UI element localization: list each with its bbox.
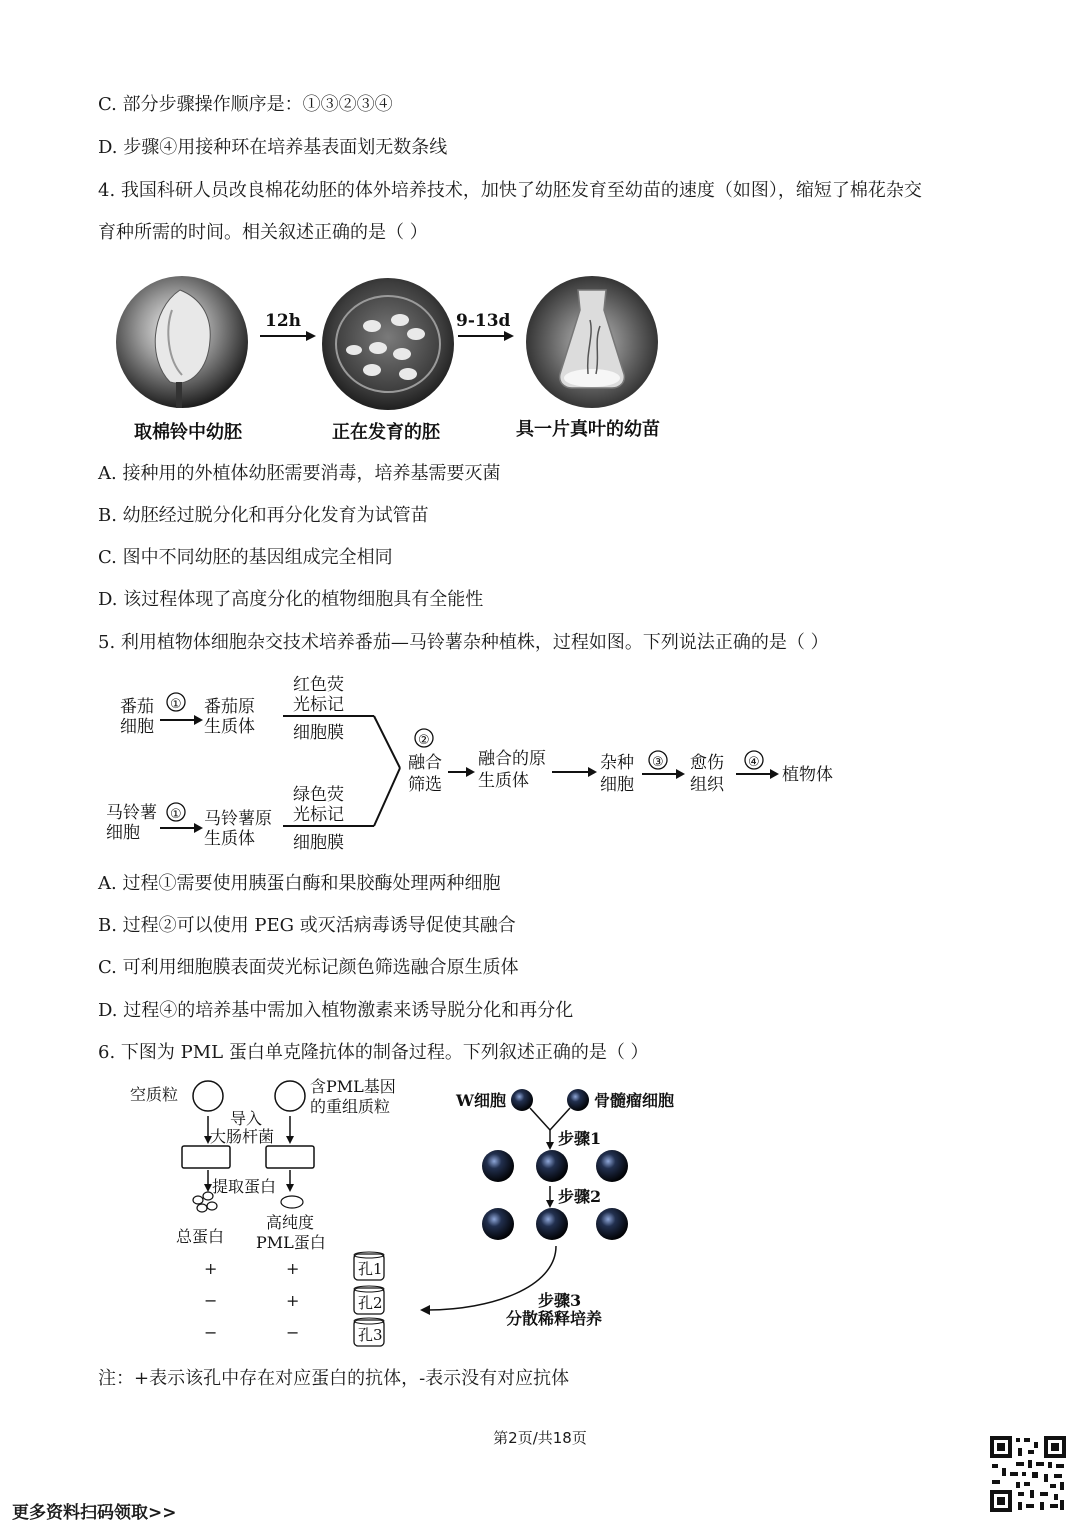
q6-note: 注：+表示该孔中存在对应蛋白的抗体，-表示没有对应抗体	[98, 1368, 570, 1389]
empty-plasmid-label: 空质粒	[130, 1085, 179, 1104]
q4-option-d: D. 该过程体现了高度分化的植物细胞具有全能性	[98, 589, 484, 610]
total-protein-blobs	[193, 1192, 217, 1212]
q3-option-d: D. 步骤④用接种环在培养基表面划无数条线	[98, 137, 448, 158]
q4-figure-embryo-culture	[110, 270, 680, 450]
potato-cell-label: 马铃薯	[106, 803, 157, 823]
tomato-protoplast-label-2: 生质体	[204, 717, 255, 737]
hybrid-cell-label-2: 细胞	[600, 775, 634, 795]
fused-protoplast-label-2: 生质体	[478, 771, 529, 791]
well-2	[354, 1286, 384, 1314]
fused-cell-3	[596, 1150, 628, 1182]
myeloma-cell	[567, 1089, 589, 1111]
step1-label: 步骤1	[558, 1129, 602, 1148]
qr-code-icon[interactable]	[988, 1434, 1068, 1514]
step2-label: 步骤2	[558, 1187, 602, 1206]
well-1	[354, 1252, 384, 1280]
well-2-label: 孔2	[358, 1294, 383, 1312]
potato-cell-label-2: 细胞	[106, 823, 140, 843]
step4-marker: ④	[748, 755, 760, 770]
tube-left	[182, 1146, 230, 1168]
empty-plasmid	[193, 1081, 223, 1111]
e-coli-label: 大肠杆菌	[210, 1127, 275, 1146]
sign-well2-pml: +	[286, 1291, 300, 1310]
sign-well3-total: −	[204, 1323, 218, 1342]
flask-photo	[526, 276, 658, 408]
sign-well1-pml: +	[286, 1259, 300, 1278]
potato-protoplast-label-2: 生质体	[204, 829, 255, 849]
step2-marker: ②	[418, 733, 430, 748]
step3-label: 步骤3	[538, 1291, 582, 1310]
caption-embryo: 正在发育的胚	[332, 422, 440, 443]
green-fluorescent-label-2: 光标记	[293, 805, 344, 825]
hybridoma-2	[536, 1208, 568, 1240]
q5-stem: 5. 利用植物体细胞杂交技术培养番茄—马铃薯杂种植株，过程如图。下列说法正确的是（ ）	[98, 632, 829, 653]
sign-well2-total: −	[204, 1291, 218, 1310]
w-cell	[511, 1089, 533, 1111]
step1-marker-top: ①	[170, 697, 182, 712]
q5-option-c: C. 可利用细胞膜表面荧光标记颜色筛选融合原生质体	[98, 957, 519, 978]
membrane-label-bottom: 细胞膜	[293, 833, 344, 853]
q4-option-b: B. 幼胚经过脱分化和再分化发育为试管苗	[98, 505, 429, 526]
q5-option-d: D. 过程④的培养基中需加入植物激素来诱导脱分化和再分化	[98, 1000, 574, 1021]
potato-protoplast-label: 马铃薯原	[204, 809, 272, 829]
pure-protein-label: 高纯度	[266, 1213, 315, 1232]
pure-protein-label-2: PML蛋白	[256, 1233, 326, 1252]
q4-stem-line1: 4. 我国科研人员改良棉花幼胚的体外培养技术，加快了幼胚发育至幼苗的速度（如图），缩短了棉花杂交	[98, 180, 922, 201]
recombinant-plasmid-label: 含PML基因	[310, 1077, 396, 1096]
w-cell-label: W细胞	[456, 1091, 506, 1110]
caption-boll: 取棉铃中幼胚	[134, 422, 242, 443]
red-fluorescent-label: 红色荧	[293, 675, 344, 695]
q4-stem-line2: 育种所需的时间。相关叙述正确的是（ ）	[98, 222, 428, 243]
extract-protein-label: 提取蛋白	[212, 1177, 277, 1196]
well-3-label: 孔3	[358, 1326, 383, 1344]
q6-stem: 6. 下图为 PML 蛋白单克隆抗体的制备过程。下列叙述正确的是（ ）	[98, 1042, 649, 1063]
myeloma-label: 骨髓瘤细胞	[594, 1091, 675, 1110]
tomato-cell-label: 番茄	[120, 697, 154, 717]
hybridoma-1	[482, 1208, 514, 1240]
step3-desc: 分散稀释培养	[506, 1309, 603, 1328]
step3-marker: ③	[652, 755, 664, 770]
page-number: 第2页/共18页	[493, 1429, 587, 1447]
recombinant-plasmid-label-2: 的重组质粒	[310, 1097, 391, 1116]
q5-option-a: A. 过程①需要使用胰蛋白酶和果胶酶处理两种细胞	[98, 873, 501, 894]
callus-label-2: 组织	[690, 775, 724, 795]
well-1-label: 孔1	[358, 1260, 383, 1278]
sign-well3-pml: −	[286, 1323, 300, 1342]
more-materials-link[interactable]: 更多资料扫码领取>>	[12, 1503, 177, 1523]
step3-arrow	[428, 1246, 556, 1310]
membrane-label-top: 细胞膜	[293, 723, 344, 743]
q3-option-c: C. 部分步骤操作顺序是：①③②③④	[98, 94, 393, 115]
tube-right	[266, 1146, 314, 1168]
fused-cell-2	[536, 1150, 568, 1182]
total-protein-label: 总蛋白	[176, 1227, 225, 1246]
label-12h: 12h	[265, 311, 302, 331]
fusion-label: 融合	[408, 753, 442, 773]
dish-photo	[322, 278, 454, 410]
tomato-cell-label-2: 细胞	[120, 717, 154, 737]
callus-label: 愈伤	[690, 753, 724, 773]
red-fluorescent-label-2: 光标记	[293, 695, 344, 715]
hybrid-cell-label: 杂种	[600, 753, 634, 773]
well-3	[354, 1318, 384, 1346]
caption-seedling: 具一片真叶的幼苗	[516, 419, 660, 440]
q5-figure-somatic-hybridization	[100, 668, 860, 858]
recombinant-plasmid	[275, 1081, 305, 1111]
hybridoma-3	[596, 1208, 628, 1240]
q5-option-b: B. 过程②可以使用 PEG 或灭活病毒诱导促使其融合	[98, 915, 516, 936]
import-label: 导入	[230, 1109, 263, 1128]
plant-label: 植物体	[782, 765, 833, 785]
pure-protein-blob	[281, 1196, 303, 1208]
q4-option-a: A. 接种用的外植体幼胚需要消毒，培养基需要灭菌	[98, 463, 501, 484]
q6-figure-monoclonal-antibody	[110, 1074, 710, 1358]
fused-protoplast-label: 融合的原	[478, 749, 546, 769]
step1-marker-bottom: ①	[170, 807, 182, 822]
q4-option-c: C. 图中不同幼胚的基因组成完全相同	[98, 547, 393, 568]
green-fluorescent-label: 绿色荧	[293, 785, 344, 805]
label-9-13d: 9-13d	[456, 311, 511, 331]
sign-well1-total: +	[204, 1259, 218, 1278]
boll-photo	[116, 276, 248, 408]
tomato-protoplast-label: 番茄原	[204, 697, 255, 717]
fused-cell-1	[482, 1150, 514, 1182]
selection-label: 筛选	[408, 775, 442, 795]
